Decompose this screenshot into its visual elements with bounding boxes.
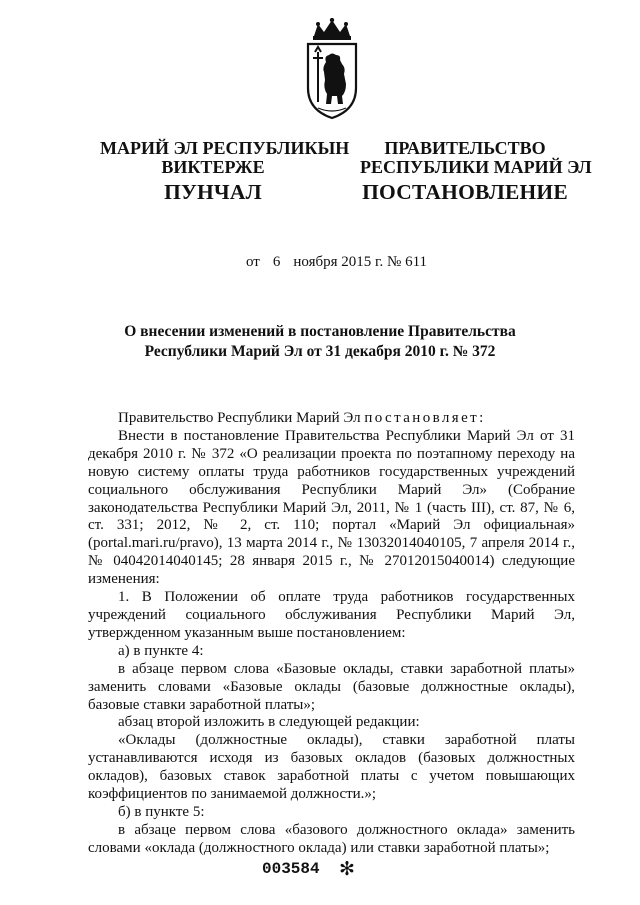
paragraph-change-2: абзац второй изложить в следующей редакции: [118, 714, 420, 731]
title-line2: Республики Марий Эл от 31 декабря 2010 г. № 372 [144, 343, 496, 360]
date-day: 6 [272, 254, 281, 270]
document-number: 611 [405, 254, 428, 270]
paragraph-change-3: в абзаце первом слова «базового должностного оклада» заменить словами «оклада (должностного оклада) или ставки заработной платы»; [88, 821, 575, 856]
date-line [246, 254, 427, 271]
preamble-verb: постановляет: [364, 410, 486, 426]
paragraph-subitem-b: б) в пункте 5: [118, 803, 205, 820]
footer-mark: ✻ [339, 858, 355, 880]
paragraph-change-1: в абзаце первом слова «Базовые оклады, ставки заработной платы» заменить словами «Базовые оклады (базовые должностные оклады), базовые ставки заработной платы»; [88, 660, 575, 713]
header-right-doc-type: ПОСТАНОВЛЕНИЕ [362, 180, 568, 204]
header-left-line1: МАРИЙ ЭЛ РЕСПУБЛИКЫН [100, 138, 350, 158]
paragraph-quote: «Оклады (должностные оклады), ставки заработной платы устанавливаются исходя из базовых окладов (базовых должностных окладов), базовых ставок заработной платы с учетом повышающих коэффициентов по занимаемой должности.»; [88, 732, 575, 803]
document-title [110, 322, 530, 362]
paragraph-item-1: 1. В Положении об оплате труда работников государственных учреждений социального обслуживания Республики Марий Эл, утвержденном указанным выше постановлением: [88, 589, 575, 641]
paragraph-subitem-a: а) в пункте 4: [118, 642, 204, 659]
header-right-line2: РЕСПУБЛИКИ МАРИЙ ЭЛ [360, 157, 592, 177]
date-month-year: ноября 2015 г. [293, 254, 384, 270]
serial-number: 003584 [262, 860, 320, 878]
coat-of-arms-icon [302, 18, 362, 120]
number-sign: № [387, 254, 402, 270]
header-left-doc-type: ПУНЧАЛ [164, 180, 262, 204]
document-body [88, 410, 575, 858]
date-prefix: от [246, 254, 260, 270]
paragraph-preamble [88, 410, 575, 428]
title-line1: О внесении изменений в постановление Правительства [124, 323, 516, 340]
header-right-line1: ПРАВИТЕЛЬСТВО [384, 138, 546, 158]
paragraph-main: Внести в постановление Правительства Республики Марий Эл от 31 декабря 2010 г. № 372 «О реализации проекта по поэтапному переходу на новую систему оплаты труда работников государственных учреждений социального обслуживания Республики Марий Эл» (Собрание законодательства Республики Марий Эл, 2011, № 1 (часть III), ст. 87, № 6, ст. 331; 2012, № 2, ст. 110; портал «Марий Эл официальная» (portal.mari.ru/pravo), 13 марта 2014 г., № 13032014040105, 7 апреля 2014 г., № 04042014040145; 28 января 2015 г., № 27012015040014) следующие изменения: [88, 427, 575, 588]
header-left-line2: ВИКТЕРЖЕ [161, 157, 265, 177]
preamble-text: Правительство Республики Марий Эл [118, 410, 365, 426]
